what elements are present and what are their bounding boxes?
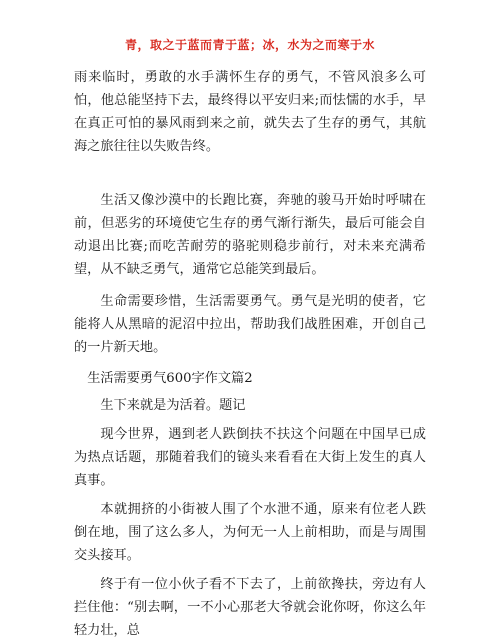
paragraph-elderly-topic: 现今世界，遇到老人跌倒扶不扶这个问题在中国早已成为热点话题，那随着我们的镜头来看看在大街上发生的真人真事。 [74, 427, 426, 488]
section-subtitle: 生下来就是为活着。题记 [100, 398, 246, 413]
paragraph-desert-race: 生活又像沙漠中的长跑比赛，奔驰的骏马开始时呼啸在前，但恶劣的环境使它生存的勇气渐行渐失，最后可能会自动退出比赛;而吃苦耐劳的骆驼则稳步前行，对未来充满希望，从不缺乏勇气，通常它总能笑到最后。 [74, 193, 426, 277]
section-heading: 生活需要勇气600字作文篇2 [87, 371, 253, 386]
document-header: 青，取之于蓝而青于蓝；冰，水为之而寒于水 [124, 38, 375, 52]
paragraph-crowd: 本就拥挤的小街被人围了个水泄不通，原来有位老人跌倒在地，围了这么多人，为何无一人上前相助，而是与周围交头接耳。 [74, 502, 426, 563]
paragraph-sailor: 雨来临时，勇敢的水手满怀生存的勇气，不管风浪多么可怕，他总能坚持下去，最终得以平安归来;而怯懦的水手，早在真正可怕的暴风雨到来之前，就失去了生存的勇气，其航海之旅往往以失败告终。 [74, 70, 426, 154]
paragraph-young-man: 终于有一位小伙子看不下去了，上前欲搀扶，旁边有人拦住他：“别去啊，一不小心那老大爷就会讹你呀，你这么年轻力壮，总 [74, 577, 426, 638]
paragraph-courage: 生命需要珍惜，生活需要勇气。勇气是光明的使者，它能将人从黑暗的泥沼中拉出，帮助我们战胜困难，开创自己的一片新天地。 [74, 294, 426, 355]
document-body [74, 66, 426, 642]
